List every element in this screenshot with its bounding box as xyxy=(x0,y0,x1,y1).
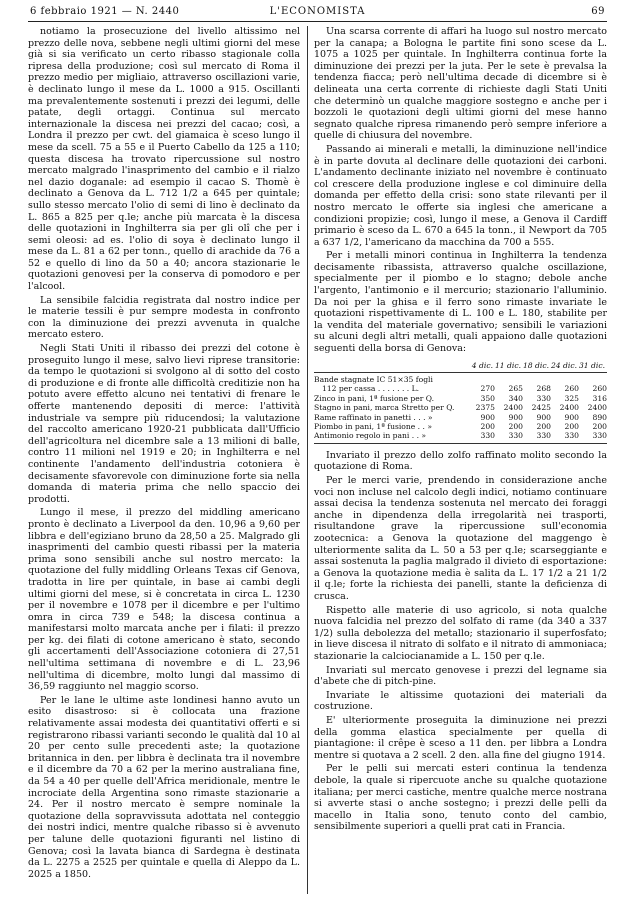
table-cell: 325 xyxy=(564,393,579,403)
row-label: Antimonio regolo in pani . . » xyxy=(314,431,427,441)
paragraph: Invariate le altissime quotazioni dei materiali da costruzione. xyxy=(314,689,607,713)
table-row xyxy=(314,394,607,403)
publication-title: L'ECONOMISTA xyxy=(269,6,366,17)
table-cell: 330 xyxy=(536,393,551,403)
table-cell: 330 xyxy=(480,431,495,441)
paragraph: Rispetto alle materie di uso agricolo, si nota qualche nuova falcidia nel prezzo del solfato di rame (da 340 a 337 1/2) sulla debolezza del metallo; stazionario il superfosfato; in lieve discesa il nitrato di solfato e il nitrato di ammoniaca; stazionarie la calciocianamide a L. 150 per q.le. xyxy=(314,604,607,662)
paragraph: Lungo il mese, il prezzo del middling americano pronto è declinato a Liverpool da den. 10,96 a 9,60 per libbra e dell'egiziano bruno da 28,50 a 25. Malgrado gli inasprimenti del cambio questi ribassi per la materia prima sono sensibili anche sul nostro mercato: la quotazione del fully middling Orleans Texas cif Genova, tradotta in lire per quintale, in base ai cambi degli ultimi giorni del mese, si è concretata in circa L. 1230 per il novembre e 1078 per il dicembre e per l'ultimo omra in circa 739 e 548; la discesa continua a manifestarsi molto marcata anche per i filati: il prezzo per kg. dei filati di cotone americano è stato, secondo gli accertamenti dell'Associazione cotoniera di 27,51 nell'ultima settimana di novembre e di L. 23,96 nell'ultima di dicembre, molto lungi dal massimo di 36,59 raggiunto nel maggio scorso. xyxy=(28,507,300,693)
row-label: Piombo in pani, 1ª fusione . . » xyxy=(314,422,432,432)
row-label: Stagno in pani, marca Stretto per Q. xyxy=(314,403,455,413)
table-cell: 268 xyxy=(536,384,551,394)
table-cell: 2425 xyxy=(531,403,551,413)
paragraph: Passando ai minerali e metalli, la diminuzione nell'indice è in parte dovuta al declinare delle quotazioni dei carboni. L'andamento declinante iniziato nel novembre è continuato col crescere della produzione inglese e col diminuire della domanda per effetto della crisi: sono state rilevanti per il nostro mercato le offerte sia inglesi che americane a condizioni propizie; così, lungo il mese, a Genova il Cardiff primario è sceso da L. 670 a 645 la tonn., il Newport da 705 a 637 1/2, l'americano da macchina da 700 a 555. xyxy=(314,143,607,248)
table-cell: 270 xyxy=(480,384,495,394)
column-divider xyxy=(307,26,308,894)
table-rule xyxy=(314,372,607,373)
header-rule xyxy=(28,21,607,22)
paragraph: Invariato il prezzo dello zolfo raffinato molito secondo la quotazione di Roma. xyxy=(314,449,607,473)
page-number: 69 xyxy=(591,6,605,17)
column-header: 11 dic. xyxy=(494,360,521,370)
paragraph: La sensibile falcidia registrata dal nostro indice per le materie tessili è pur sempre modesta in confronto con la diminuzione dei prezzi avvenuta in qualche mercato estero. xyxy=(28,294,300,341)
page-header xyxy=(30,6,605,22)
table-cell: 900 xyxy=(480,412,495,422)
table-cell: 2400 xyxy=(587,403,607,413)
paragraph: Per i metalli minori continua in Inghilterra la tendenza decisamente ribassista, attraverso qualche oscillazione, specialmente per il piombo e lo stagno; debole anche l'argento, l'antimonio e il mercurio; stazionario l'alluminio. Da noi per la ghisa e il ferro sono rimaste invariate le quotazioni rispettivamente di L. 100 e L. 180, stabilite per la vendita del materiale governativo; sensibili le variazioni su alcuni degli altri metalli, quali appaiono dalle quotazioni seguenti della borsa di Genova: xyxy=(314,250,607,355)
left-column xyxy=(28,26,300,894)
table-cell: 200 xyxy=(508,422,523,432)
row-label: Bande stagnate IC 51×35 fogli xyxy=(314,375,433,385)
table-cell: 350 xyxy=(480,393,495,403)
table-cell: 340 xyxy=(508,393,523,403)
paragraph: Negli Stati Uniti il ribasso dei prezzi del cotone è proseguito lungo il mese, salvo lievi riprese transitorie: da tempo le quotazioni si svolgono al di sotto del costo di produzione e di fronte alle difficoltà creditizie non ha potuto avere effetto alcuno nei tentativi di frenare le offerte mantenendo depositi di merce: l'attività industriale va sempre più riducendosi; la valutazione del raccolto americano 1920-21 pubblicata dall'Ufficio dell'agricoltura nel dicembre sale a 13 milioni di balle, contro 11 milioni nel 1919 e 20; in Inghilterra e nel continente l'andamento dell'industria cotoniera è decisamente sfavorevole con diminuzione forte sia nella domanda di materia prima che nello spaccio dei prodotti. xyxy=(28,343,300,505)
table-row xyxy=(314,422,607,431)
table-cell: 200 xyxy=(536,422,551,432)
table-cell: 900 xyxy=(508,412,523,422)
table-cell: 200 xyxy=(592,422,607,432)
row-label: 112 per cassa . . . . . . . L. xyxy=(322,384,420,394)
paragraph: Per le lane le ultime aste londinesi hanno avuto un esito disastroso: si è collocata una frazione relativamente assai modesta dei quantitativi offerti e si registrarono ribassi varianti secondo le qualità dal 10 al 20 per cento sulle precedenti aste; la quotazione britannica in den. per libbra è declinata tra il novembre e il dicembre da 70 a 62 per la merino australiana fine, da 54 a 40 per quelle dell'Africa meridionale, mentre le incrociate della Argentina sono rimaste stazionarie a 24. Per il nostro mercato è sempre nominale la quotazione della sopravvissuta adottata nel conteggio dei nostri indici, mentre qualche ribasso si è avvenuto per talune delle quotazioni figuranti nel listino di Genova; così la lavata bianca di Sardegna è destinata da L. 2275 a 2525 per quintale e quella di Aleppo da L. 2025 a 1850. xyxy=(28,694,300,880)
table-cell: 200 xyxy=(564,422,579,432)
table-cell: 330 xyxy=(564,431,579,441)
table-rule xyxy=(314,443,607,444)
row-label: Rame raffinato in panetti . . . » xyxy=(314,412,433,422)
paragraph: E' ulteriormente proseguita la diminuzione nei prezzi della gomma elastica specialmente per quella di piantagione: il crêpe è sceso a 11 den. per libbra a Londra mentre si quotava a 2 scell. 2 den. alla fine del giugno 1914. xyxy=(314,714,607,761)
table-cell: 316 xyxy=(592,393,607,403)
table-header xyxy=(314,361,607,370)
table-row xyxy=(314,403,607,412)
table-cell: 890 xyxy=(592,412,607,422)
column-header: 18 dic. xyxy=(522,360,549,370)
article-body xyxy=(28,26,607,894)
table-row xyxy=(314,384,607,393)
table-cell: 900 xyxy=(536,412,551,422)
table-row xyxy=(314,375,607,384)
row-label: Zinco in pani, 1ª fusione per Q. xyxy=(314,393,435,403)
table-cell: 260 xyxy=(564,384,579,394)
paragraph: Per le merci varie, prendendo in considerazione anche voci non incluse nel calcolo degli indici, notiamo continuare assai decisa la tendenza sostenuta nel mercato dei foraggi anche in dipendenza della irregolarità nei trasporti, risultandone grave la ripercussione sull'economia zootecnica: a Genova la quotazione del maggengo è ulteriormente salita da L. 50 a 53 per q.le; scarseggiante e assai sostenuta la paglia malgrado il divieto di esportazione: a Genova la quotazione media è salita da L. 17 1/2 a 21 1/2 il q.le; forte la richiesta dei panelli, stante la deficienza di crusca. xyxy=(314,475,607,602)
table-cell: 900 xyxy=(564,412,579,422)
table-cell: 330 xyxy=(592,431,607,441)
table-cell: 330 xyxy=(508,431,523,441)
column-header: 4 dic. xyxy=(471,360,493,370)
table-cell: 2400 xyxy=(559,403,579,413)
right-column xyxy=(314,26,607,894)
table-cell: 260 xyxy=(592,384,607,394)
table-row xyxy=(314,413,607,422)
table-cell: 200 xyxy=(480,422,495,432)
table-row xyxy=(314,431,607,440)
table-cell: 265 xyxy=(508,384,523,394)
paragraph: Per le pelli sui mercati esteri continua la tendenza debole, la quale si ripercuote anche su qualche quotazione italiana; per merci castiche, mentre qualche merce nostrana si avverte stasi o anche sostegno; i prezzi delle pelli da macello in Italia sono, tenuto conto del cambio, sensibilmente superiori a quelli prat cati in Francia. xyxy=(314,763,607,833)
issue-date: 6 febbraio 1921 — N. 2440 xyxy=(30,6,180,17)
column-header: 24 dic. xyxy=(550,360,577,370)
table-cell: 330 xyxy=(536,431,551,441)
paragraph: Una scarsa corrente di affari ha luogo sul nostro mercato per la canapa; a Bologna le partite fini sono scese da L. 1075 a 1025 per quintale. In Inghilterra continua forte la diminuzione dei prezzi per la juta. Per le sete è prevalsa la tendenza fiacca; però nell'ultima decade di dicembre si è delineata una certa corrente di richieste dagli Stati Uniti che determinò un qualche maggiore sostegno e anche per i bozzoli le quotazioni degli ultimi giorni del mese hanno segnato qualche ripresa rimanendo però sempre inferiore a quelle di chiusura del novembre. xyxy=(314,26,607,142)
paragraph: notiamo la prosecuzione del livello altissimo nel prezzo delle nova, sebbene negli ultimi giorni del mese già si sia verificato un certo ribasso stagionale colla ripresa della produzione; così sul mercato di Roma il prezzo medio per migliaio, attraverso oscillazioni varie, è declinato lungo il mese da L. 1000 a 915. Oscillanti ma prevalentemente sostenuti i prezzi dei legumi, delle patate, degli ortaggi. Continua sul mercato internazionale la discesa nei prezzi del cacao; così, a Londra il prezzo per cwt. del giamaica è sceso lungo il mese da scell. 75 a 55 e il Puerto Cabello da 125 a 110; questa discesa ha trovato ripercussione sul nostro mercato malgrado l'inasprimento del cambio e il rialzo nel dazio doganale: ad esempio il cacao S. Thomè è declinato a Genova da L. 712 1/2 a 645 per quintale; sullo stesso mercato l'olio di semi di lino è declinato da L. 865 a 825 per q.le; anche più marcata è la discesa delle quotazioni in Inghilterra sia per gli olî che per i semi oleosi: ad es. l'olio di soya è declinato lungo il mese da L. 81 a 62 per tonn., quello di arachide da 76 a 52 e quello di lino da 50 a 40; ancora stazionarie le quotazioni genovesi per la conserva di pomodoro e per l'alcool. xyxy=(28,26,300,293)
table-cell: 2375 xyxy=(475,403,495,413)
table-cell: 2400 xyxy=(503,403,523,413)
paragraph: Invariati sul mercato genovese i prezzi del legname sia d'abete che di pitch-pine. xyxy=(314,664,607,688)
genova-metals-price-table xyxy=(314,361,607,444)
column-header: 31 dic. xyxy=(578,360,605,370)
